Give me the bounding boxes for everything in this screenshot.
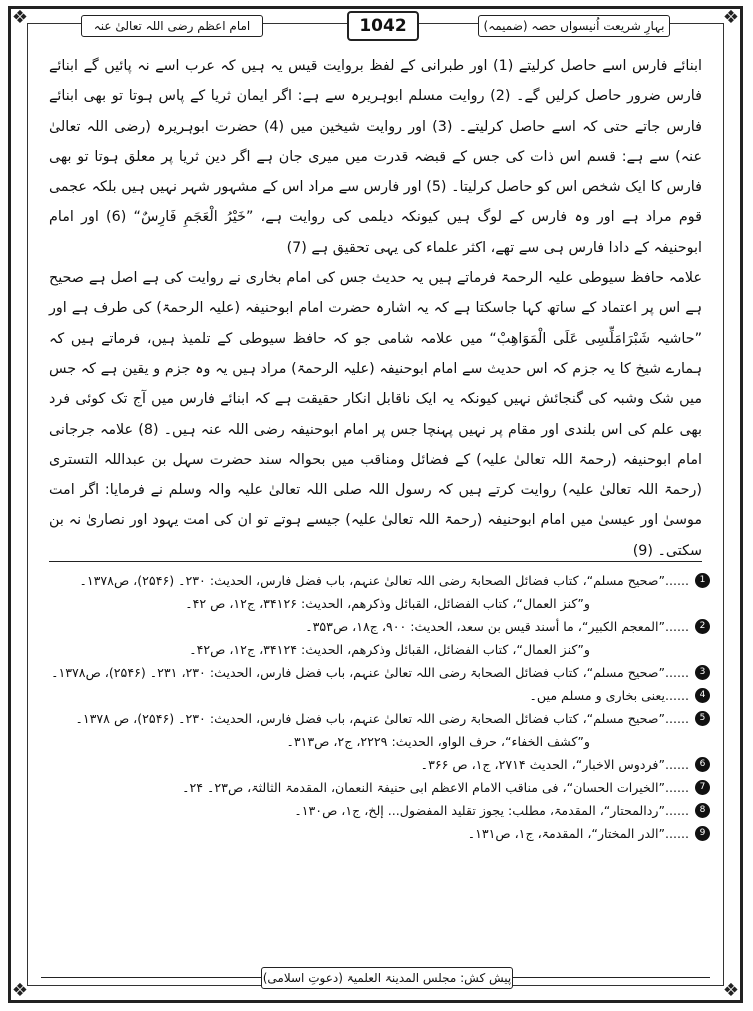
footnote-text: و”کنز العمال“، کتاب الفضائل، القبائل وذکرھم، الحدیث: ۳۴۱۲۶، ج۱۲، ص ۴۲۔ [185, 596, 590, 611]
page-header [11, 9, 740, 43]
footnote-item [41, 569, 710, 592]
header-chapter-title: امام اعظم رضی اللہ تعالیٰ عنہ [81, 15, 263, 37]
footnote-text: ......”صحیح مسلم“، کتاب فضائل الصحابۃ رضی اللہ تعالیٰ عنہم، باب فضل فارس، الحدیث: ۲۳۰۔ (۲۵۴۶)، ص ۱۳۷۸۔ [75, 711, 689, 726]
publisher-credit: پیش کش: مجلس المدینۃ العلمیۃ (دعوتِ اسلامی) [261, 967, 513, 989]
footnotes [41, 569, 710, 845]
main-text [49, 51, 702, 566]
paragraph: علامہ حافظ سیوطی علیہ الرحمۃ فرماتے ہیں یہ حدیث جس کی امام بخاری نے روایت کی ہے اصل ہے صحیح ہے اس پر اعتماد کے ساتھ کہا جاسکتا ہے کہ یہ اشارہ حضرت امام ابوحنیفہ (علیہ الرحمۃ) کی طرف ہے اور ”حاشیہ شَبْرَامَلِّسِی عَلَی الْمَوَاھِبْ“ میں علامہ شامی جو کہ حافظ سیوطی کے تلمیذ ہیں، فرماتے ہیں کہ ہمارے شیخ کا یہ جزم کہ اس حدیث سے امام ابوحنیفہ (علیہ الرحمۃ) مراد ہیں یہ وہ جزم و یقین ہے کہ جس میں شک وشبہ کی گنجائش نہیں کیونکہ یہ ایک ناقابل انکار حقیقت ہے کہ ابنائے فارس میں آج تک کوئی فرد بھی علم کی اس بلندی اور مقام پر نہیں پہنچا جس پر امام ابوحنیفہ رضی اللہ عنہ ہیں۔ (8) علامہ جرجانی امام ابوحنیفہ (رحمۃ اللہ تعالیٰ علیہ) کے فضائل ومناقب میں بحوالہ سند حضرت سہل بن عبداللہ التستری (رحمۃ اللہ تعالیٰ علیہ) روایت کرتے ہیں کہ رسول اللہ صلی اللہ تعالیٰ علیہ والہ وسلم نے فرمایا: اگر امت موسیٰ اور عیسیٰ میں امام ابوحنیفہ (رحمۃ اللہ تعالیٰ علیہ) جیسے ہوتے تو ان کی امت یہود اور نصاریٰ نہ بن سکتی۔ (9) [49, 270, 702, 559]
footnote-number: 8 [695, 803, 710, 818]
page-footer [11, 962, 740, 992]
paragraph: ابنائے فارس اسے حاصل کرلیتے (1) اور طبرانی کے لفظ بروایت قیس یہ ہیں کہ عرب اسے نہ پائیں گے ابنائے فارس ضرور حاصل کرلیں گے۔ (2) روایت مسلم ابوہریرہ سے ہے: اگر ایمان ثریا کے پاس ہوتا تو بھی ابنائے فارس جاتے حتی کہ اسے حاصل کرلیتے۔ (3) اور روایت شیخین میں (4) حضرت ابوہریرہ (رضی اللہ تعالیٰ عنہ) سے ہے: قسم اس ذات کی جس کے قبضہ قدرت میں میری جان ہے اگر دین ثریا پر معلق ہوتا تو بھی فارس کا ایک شخص اس کو حاصل کرلیتا۔ (5) اور فارس سے مراد اس کے مشہور شہر نہیں ہیں بلکہ عجمی قوم مراد ہے اور وہ فارس کے لوگ ہیں کیونکہ دیلمی کی روایت ہے، ”خَیْرُ الْعَجَمِ فَارِسٌ“ (6) اور امام ابوحنیفہ کے دادا فارس ہی سے تھے، اکثر علماء کی یہی تحقیق ہے (7) [49, 58, 702, 256]
footnote-text: و”کشف الخفاء“، حرف الواو، الحدیث: ۲۲۲۹، ج۲، ص۳۱۳۔ [286, 734, 590, 749]
footnote-item [41, 638, 710, 661]
footnote-item [41, 592, 710, 615]
footnote-text: ......”المعجم الکبیر“، ما أسند قیس بن سعد، الحدیث: ۹۰۰، ج۱۸، ص۳۵۳۔ [305, 619, 689, 634]
footnote-number: 5 [695, 711, 710, 726]
corner-ornament-icon: ❖ [11, 7, 29, 28]
corner-ornament-icon: ❖ [722, 7, 740, 28]
footnote-text: ......”ردالمحتار“، المقدمۃ، مطلب: یجوز تقلید المفضول... إلخ، ج۱، ص۱۳۰۔ [294, 803, 689, 818]
footnote-item [41, 753, 710, 776]
page-number: 1042 [347, 11, 419, 41]
footnote-number: 1 [695, 573, 710, 588]
footnote-text: ......یعنی بخاری و مسلم میں۔ [529, 688, 689, 703]
footnote-text: ......”الخیرات الحسان“، فی مناقب الامام الاعظم ابی حنیفۃ النعمان، المقدمۃ الثالثۃ، ص۲۳۔ ۲۴۔ [182, 780, 689, 795]
footnote-text: و”کنز العمال“، کتاب الفضائل، القبائل وذکرھم، الحدیث: ۳۴۱۲۴، ج۱۲، ص۴۲۔ [189, 642, 590, 657]
footnote-text: ......”صحیح مسلم“، کتاب فضائل الصحابۃ رضی اللہ تعالیٰ عنہم، باب فضل فارس، الحدیث: ۲۳۰۔ (۲۵۴۶)، ص۱۳۷۸۔ [79, 573, 689, 588]
header-book-title: بہارِ شریعت اُنیسواں حصہ (ضمیمہ) [478, 15, 670, 37]
footnote-number: 2 [695, 619, 710, 634]
footnote-text: ......”صحیح مسلم“، کتاب فضائل الصحابۃ رضی اللہ تعالیٰ عنہم، باب فضل فارس، الحدیث: ۲۳۰، ۲۳۱۔ (۲۵۴۶)، ص۱۳۷۸۔ [51, 665, 689, 680]
footnote-number: 6 [695, 757, 710, 772]
page-frame [8, 6, 743, 1003]
footnote-item [41, 730, 710, 753]
footnote-item [41, 684, 710, 707]
footnote-item [41, 822, 710, 845]
footnote-item [41, 776, 710, 799]
corner-ornament-icon: ❖ [722, 980, 740, 1001]
footnote-text: ......”فردوس الاخبار“، الحدیث ۲۷۱۴، ج۱، ص ۳۶۶۔ [420, 757, 689, 772]
footnote-text: ......”الدر المختار“، المقدمۃ، ج۱، ص۱۳۱۔ [467, 826, 689, 841]
footnote-item [41, 799, 710, 822]
footnote-item [41, 615, 710, 638]
footnote-item [41, 661, 710, 684]
footnote-number: 4 [695, 688, 710, 703]
footnote-number: 7 [695, 780, 710, 795]
footnote-number: 9 [695, 826, 710, 841]
footnote-number: 3 [695, 665, 710, 680]
footnote-divider [49, 561, 702, 562]
corner-ornament-icon: ❖ [11, 980, 29, 1001]
footnote-item [41, 707, 710, 730]
